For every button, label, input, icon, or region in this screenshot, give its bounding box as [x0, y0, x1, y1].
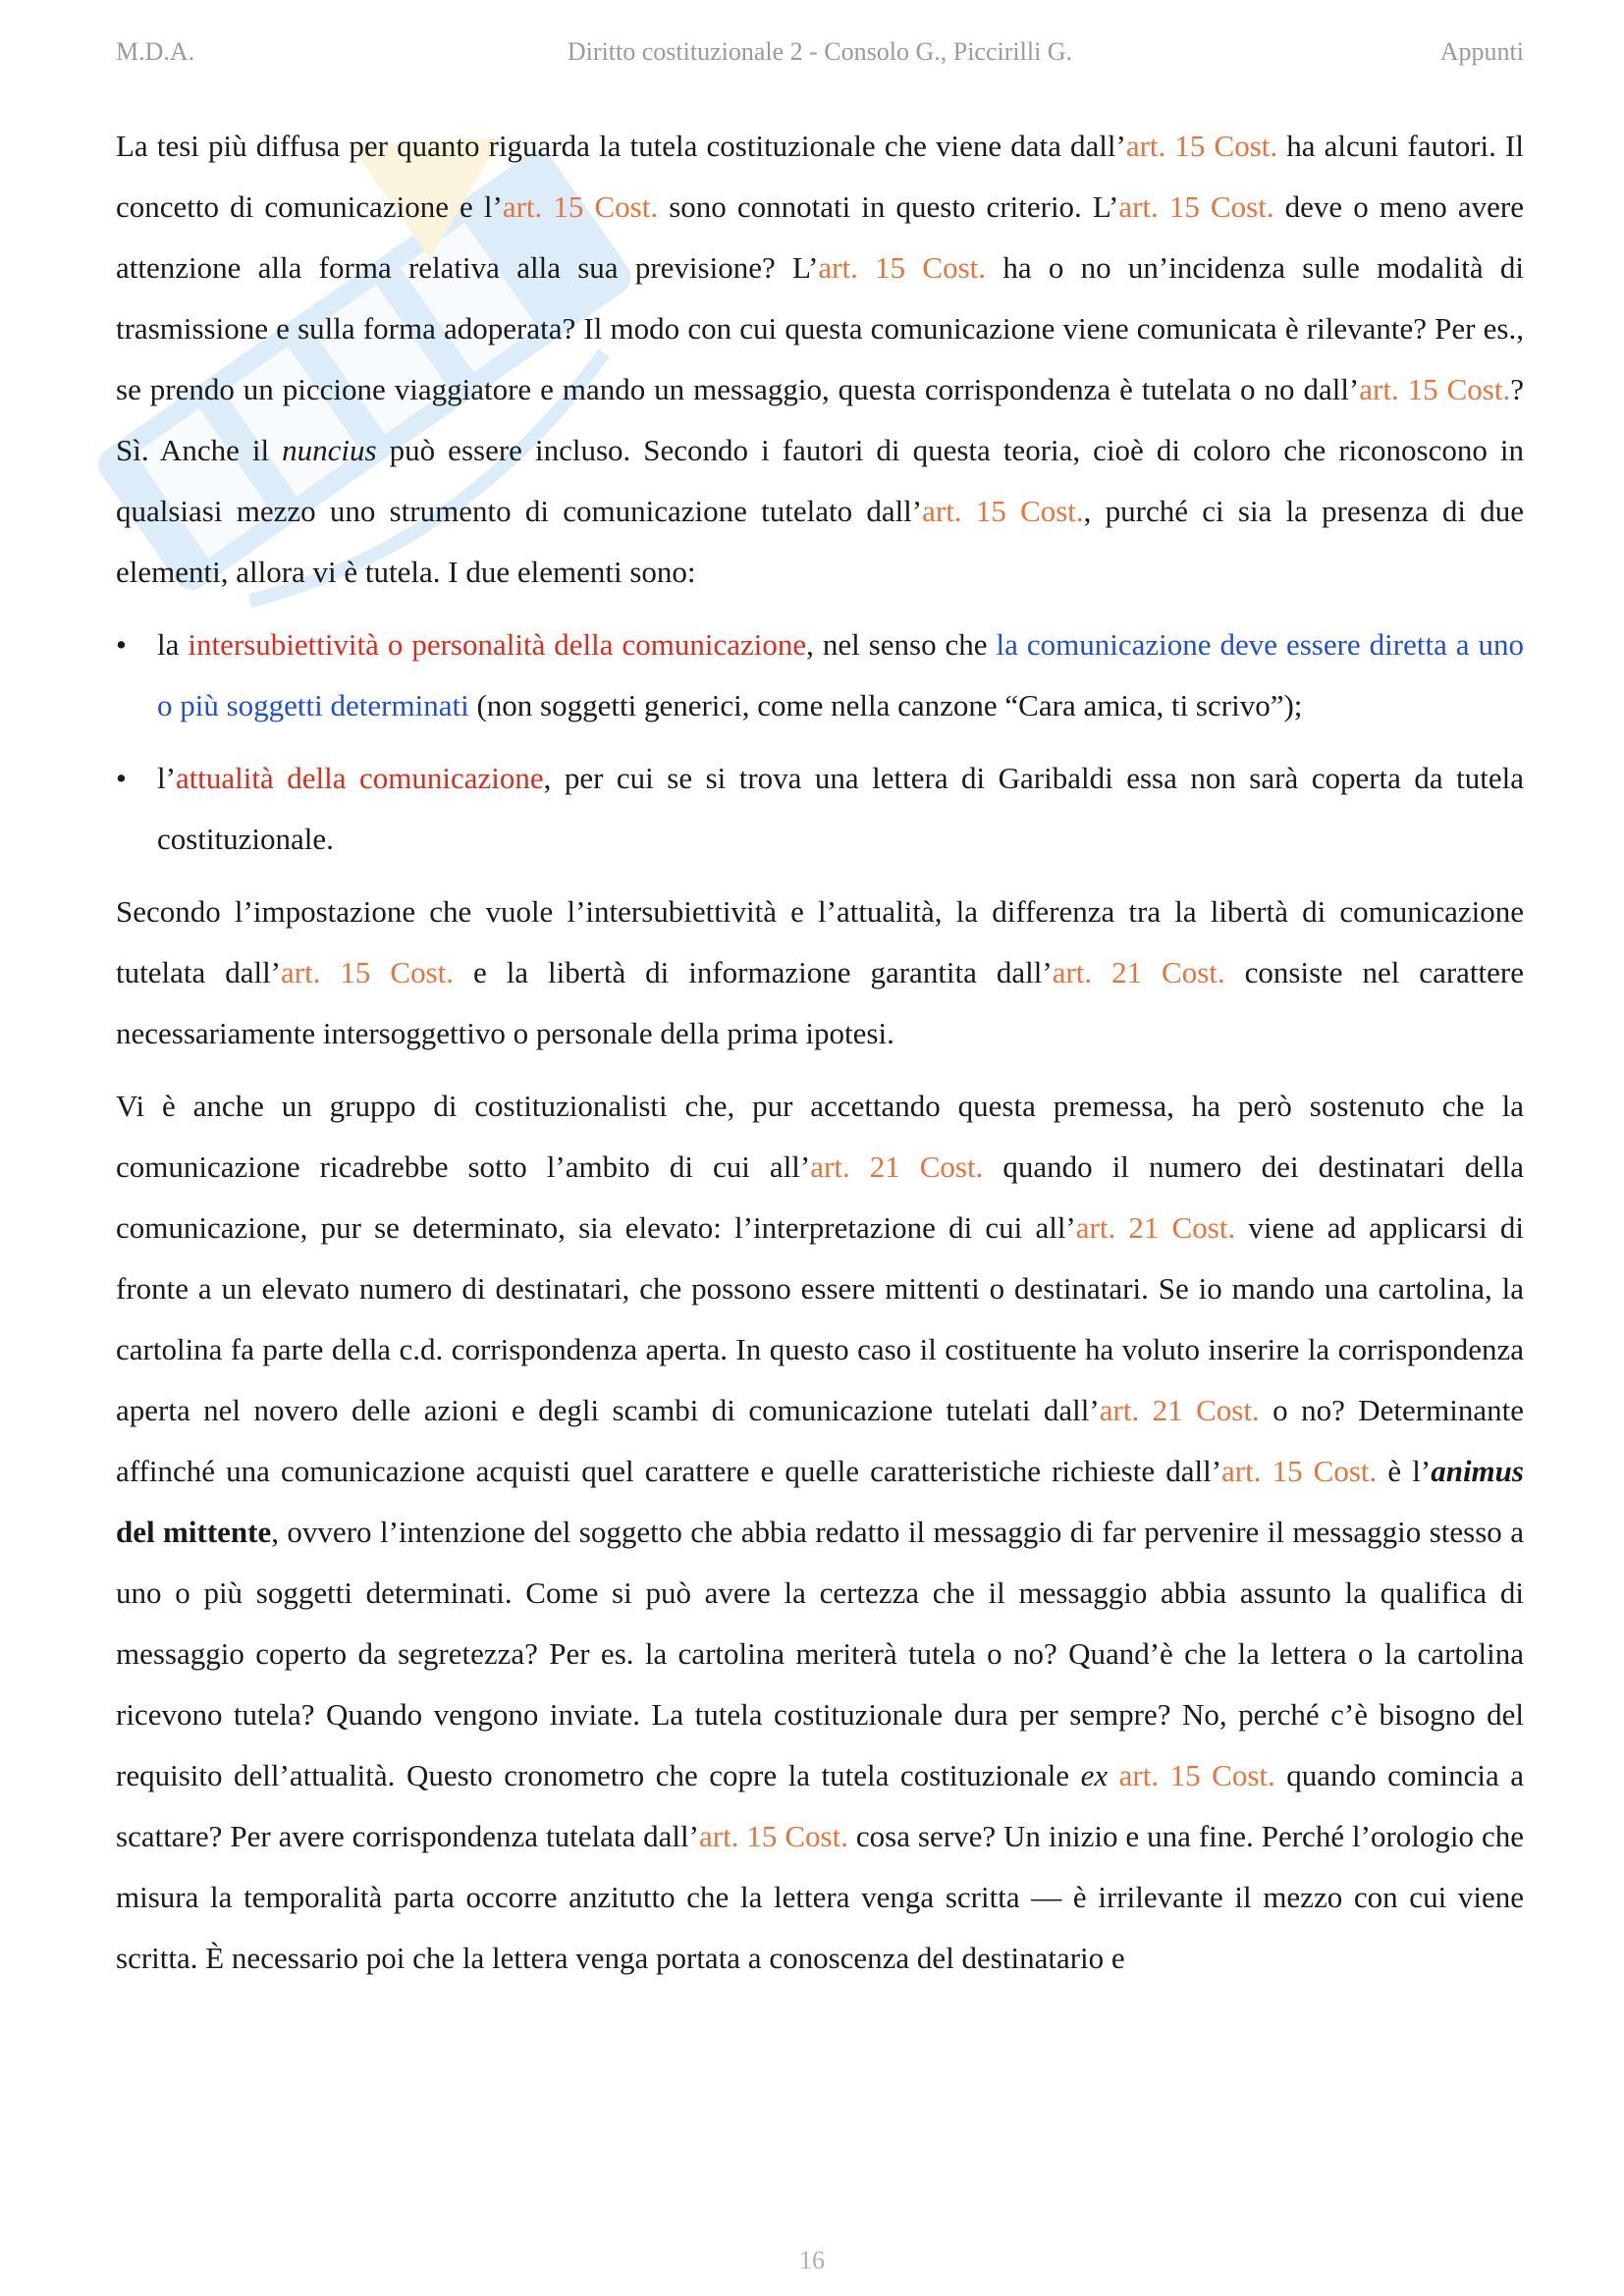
text: , per cui se si trova una lettera di Garibaldi essa non sarà coperta da tutela costituzionale.: [157, 761, 1524, 856]
article-reference: art. 21 Cost.: [810, 1149, 984, 1184]
text: o no? Determinante affinché una comunicazione acquisti quel carattere e quelle caratteristiche richieste dall’: [116, 1393, 1524, 1488]
text: ? Sì. Anche il: [116, 372, 1524, 467]
paragraph-3: [116, 1076, 1524, 1989]
article-reference: art. 15 Cost.: [502, 189, 659, 224]
paragraph-2: [116, 881, 1524, 1064]
text: consiste nel carattere necessariamente intersoggettivo o personale della prima ipotesi.: [116, 955, 1524, 1050]
text: ha alcuni fautori. Il concetto di comunicazione e l’: [116, 129, 1524, 224]
text: quando comincia a scattare? Per avere corrispondenza tutelata dall’: [116, 1758, 1524, 1853]
page-header: [116, 37, 1524, 77]
text: è l’: [1377, 1454, 1432, 1488]
text: Secondo l’impostazione che vuole l’intersubiettività e l’attualità, la differenza tra la libertà di comunicazione tutelata dall’: [116, 894, 1524, 989]
page-number: 16: [799, 2246, 825, 2274]
text: , purché ci sia la presenza di due elementi, allora vi è tutela. I due elementi sono:: [116, 494, 1524, 589]
text: cosa serve? Un inizio e una fine. Perché l’orologio che misura la temporalità parta occorre anzitutto che la lettera venga scritta — è irrilevante il mezzo con cui viene scritta. È necessario poi che la lettera venga portata a conoscenza del destinatario e: [116, 1819, 1524, 1975]
header-course-title: Diritto costituzionale 2 - Consolo G., Piccirilli G.: [567, 37, 1073, 66]
article-reference: art. 15 Cost.: [698, 1819, 848, 1853]
article-reference: art. 15 Cost.: [1221, 1454, 1378, 1488]
text: deve o meno avere attenzione alla forma relativa alla sua previsione? L’: [116, 189, 1524, 285]
list-item-intersubjectivity: [116, 614, 1524, 736]
document-body: [116, 116, 1524, 2001]
text: La tesi più diffusa per quanto riguarda la tutela costituzionale che viene data dall’: [116, 129, 1126, 163]
highlight-red: attualità della comunicazione: [175, 761, 544, 795]
bold-italic-term: animus: [1431, 1454, 1524, 1488]
italic-term: nuncius: [282, 433, 377, 467]
text: l’: [157, 761, 176, 795]
article-reference: art. 21 Cost.: [1052, 955, 1225, 989]
italic-term: ex: [1080, 1758, 1109, 1792]
paragraph-1: [116, 116, 1524, 603]
text: sono connotati in questo criterio. L’: [658, 189, 1119, 224]
article-reference: art. 15 Cost.: [922, 494, 1084, 528]
text: (non soggetti generici, come nella canzone “Cara amica, ti scrivo”);: [468, 688, 1303, 722]
text: la: [157, 627, 189, 662]
highlight-red: intersubiettività o personalità della comunicazione: [188, 627, 807, 662]
highlight-blue: la comunicazione deve essere diretta a uno o più soggetti determinati: [157, 627, 1525, 722]
article-reference: art. 15 Cost.: [281, 955, 454, 989]
header-author: M.D.A.: [116, 37, 195, 66]
article-reference: art. 15 Cost.: [1359, 372, 1511, 406]
article-reference: art. 21 Cost.: [1099, 1393, 1260, 1427]
article-reference: art. 15 Cost.: [1118, 1758, 1275, 1792]
text: , ovvero l’intenzione del soggetto che abbia redatto il messaggio di far pervenire il messaggio stesso a uno o più soggetti determinati. Come si può avere la certezza che il messaggio abbia assunto la qualifica di messaggio coperto da segretezza? Per es. la cartolina meriterà tutela o no? Quand’è che la lettera o la cartolina ricevono tutela? Quando vengono inviate. La tutela costituzionale dura per sempre? No, perché c’è bisogno del requisito dell’attualità. Questo cronometro che copre la tutela costituzionale: [116, 1515, 1524, 1792]
text: ha o no un’incidenza sulle modalità di trasmissione e sulla forma adoperata? Il modo con cui questa comunicazione viene comunicata è rilevante? Per es., se prendo un piccione viaggiatore e mando un messaggio, questa corrispondenza è tutelata o no dall’: [116, 250, 1524, 406]
text: e la libertà di informazione garantita dall’: [454, 955, 1053, 989]
text: Vi è anche un gruppo di costituzionalisti che, pur accettando questa premessa, ha però sostenuto che la comunicazione ricadrebbe sotto l’ambito di cui all’: [116, 1089, 1524, 1184]
article-reference: art. 15 Cost.: [1118, 189, 1274, 224]
text: viene ad applicarsi di fronte a un elevato numero di destinatari, che possono essere mittenti o destinatari. Se io mando una cartolina, la cartolina fa parte della c.d. corrispondenza aperta. In questo caso il costituente ha voluto inserire la corrispondenza aperta nel novero delle azioni e degli scambi di comunicazione tutelati dall’: [116, 1210, 1524, 1427]
text: [1108, 1758, 1119, 1792]
text: , nel senso che: [806, 627, 997, 662]
text: può essere incluso. Secondo i fautori di questa teoria, cioè di coloro che riconoscono in qualsiasi mezzo uno strumento di comunicazione tutelato dall’: [116, 433, 1524, 528]
article-reference: art. 21 Cost.: [1075, 1210, 1236, 1245]
header-doc-type: Appunti: [1439, 37, 1524, 66]
article-reference: art. 15 Cost.: [818, 250, 987, 285]
text: quando il numero dei destinatari della comunicazione, pur se determinato, sia elevato: l’interpretazione di cui all’: [116, 1149, 1524, 1245]
list-item-actuality: [116, 748, 1524, 870]
bold-term: del mittente: [116, 1515, 272, 1549]
elements-list: [116, 614, 1524, 870]
article-reference: art. 15 Cost.: [1125, 129, 1278, 163]
